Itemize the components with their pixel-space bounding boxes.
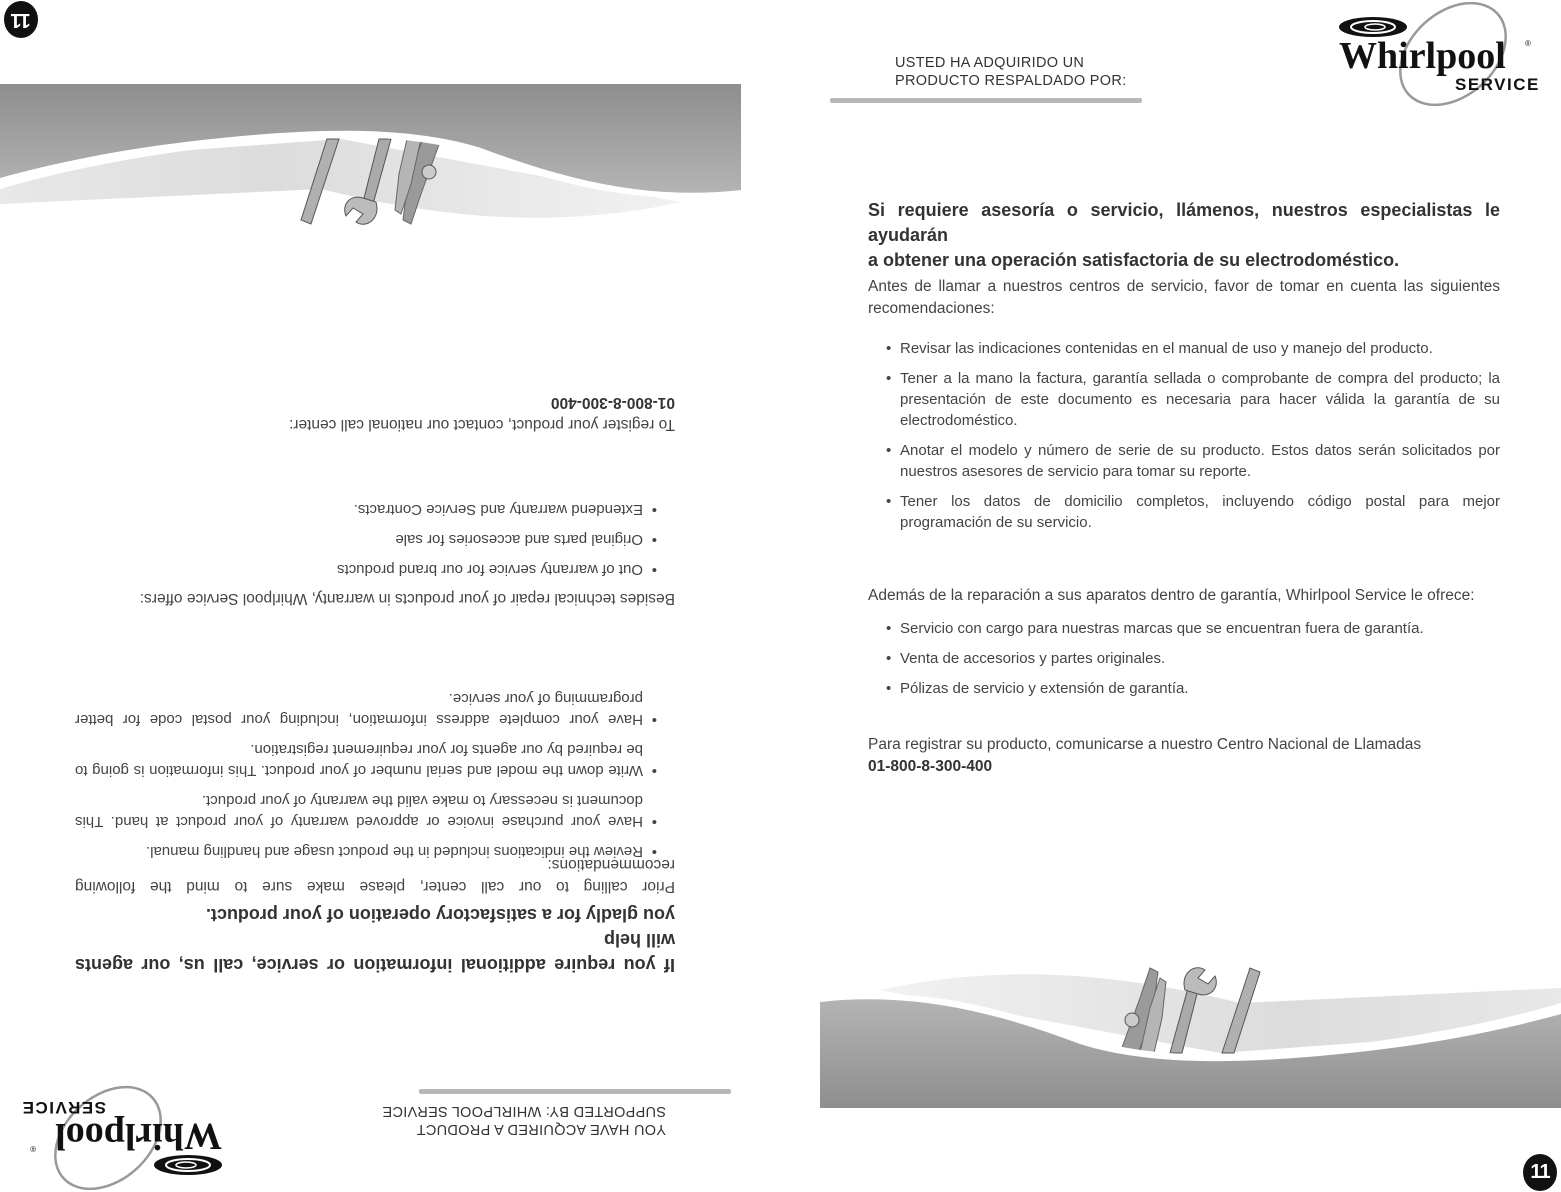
main-heading bbox=[75, 902, 675, 977]
intro-paragraph: Prior calling to our call center, please make sure to mind the following recommendations: bbox=[75, 856, 675, 895]
offers-list bbox=[75, 490, 675, 580]
header-line-2: PRODUCTO RESPALDADO POR: bbox=[895, 73, 1127, 89]
list-item: • Venta de accesorios y partes originales. bbox=[868, 648, 1500, 669]
phone-number: 01-800-8-300-400 bbox=[868, 758, 993, 775]
offers-list bbox=[868, 618, 1500, 708]
list-item: • Original parts and accesories for sale bbox=[75, 529, 675, 550]
svg-text:SERVICE: SERVICE bbox=[21, 1098, 106, 1117]
tools-banner-image bbox=[0, 84, 741, 234]
page-number-badge: 11 bbox=[4, 1, 38, 38]
svg-text:Whirlpool: Whirlpool bbox=[55, 1115, 222, 1157]
intro-paragraph: Antes de llamar a nuestros centros de servicio, favor de tomar en cuenta las siguientes recomendaciones: bbox=[868, 278, 1500, 317]
list-item: • Have your complete address information, including your postal code for better programming of your service. bbox=[75, 688, 675, 730]
list-item: • Review the indications included in the product usage and handling manual. bbox=[75, 841, 675, 862]
register-text: To register your product, contact our national call center: bbox=[289, 416, 675, 433]
swirl-icon bbox=[154, 1155, 222, 1175]
phone-number: 01-800-8-300-400 bbox=[550, 394, 675, 411]
list-item: • Pólizas de servicio y extensión de garantía. bbox=[868, 678, 1500, 699]
list-item: • Extendend warranty and Service Contracts. bbox=[75, 499, 675, 520]
list-item: • Tener los datos de domicilio completos, incluyendo código postal para mejor programación de su servicio. bbox=[868, 491, 1500, 533]
tools-banner-image bbox=[820, 958, 1561, 1108]
list-item: • Tener a la mano la factura, garantía sellada o comprobante de compra del producto; la presentación de este documento es necesaria para hacer válida la garantía de su electrodoméstico. bbox=[868, 368, 1500, 431]
heading-line-1: Si requiere asesoría o servicio, llámenos, nuestros especialistas le ayudarán bbox=[868, 200, 1500, 245]
register-paragraph bbox=[868, 734, 1500, 778]
spanish-page bbox=[820, 0, 1561, 1192]
offers-intro: Besides technical repair of your products in warranty, Whirlpool Service offers: bbox=[139, 590, 675, 607]
svg-text:SERVICE: SERVICE bbox=[1455, 75, 1540, 94]
list-item: • Servicio con cargo para nuestras marcas que se encuentran fuera de garantía. bbox=[868, 618, 1500, 639]
list-item: • Anotar el modelo y número de serie de su producto. Estos datos serán solicitados por nuestros asesores de servicio para tomar su reporte. bbox=[868, 440, 1500, 482]
recommendations-list bbox=[868, 338, 1500, 542]
whirlpool-service-logo bbox=[4, 1084, 236, 1190]
heading-line-1: If you require additional information or service, call us, our agents will help bbox=[75, 930, 675, 975]
main-heading bbox=[868, 198, 1500, 273]
heading-line-2: a obtener una operación satisfactoria de su electrodoméstico. bbox=[868, 250, 1400, 270]
recommendations-list bbox=[75, 679, 675, 862]
svg-text:®: ® bbox=[1525, 39, 1531, 48]
register-paragraph bbox=[75, 391, 675, 435]
header-line-1: USTED HA ADQUIRIDO UN bbox=[895, 55, 1085, 71]
english-page-upside-down bbox=[0, 0, 741, 1192]
swirl-icon bbox=[1339, 17, 1407, 37]
header-divider bbox=[419, 1089, 731, 1094]
page-number-badge: 11 bbox=[1523, 1154, 1557, 1191]
header-text bbox=[382, 1102, 666, 1138]
list-item: • Out of warranty service for our brand products bbox=[75, 559, 675, 580]
svg-text:Whirlpool: Whirlpool bbox=[1339, 35, 1506, 77]
header-text bbox=[895, 54, 1126, 90]
offers-intro: Además de la reparación a sus aparatos dentro de garantía, Whirlpool Service le ofrece: bbox=[868, 587, 1475, 604]
list-item: • Revisar las indicaciones contenidas en el manual de uso y manejo del producto. bbox=[868, 338, 1500, 359]
list-item: • Have your purchase invoice or approved warranty of your product at hand. This document is necessary to make valid the warranty of your product. bbox=[75, 790, 675, 832]
header-line-2: SUPPORTED BY: WHIRLPOOL SERVICE bbox=[382, 1103, 666, 1119]
heading-line-2: you gladly for a satisfactory operation of your product. bbox=[205, 905, 675, 925]
register-text: Para registrar su producto, comunicarse a nuestro Centro Nacional de Llamadas bbox=[868, 736, 1422, 753]
header-divider bbox=[830, 98, 1142, 103]
list-item: • Write down the model and serial number of your product. This information is going to be required by our agents for your requirement registration. bbox=[75, 739, 675, 781]
svg-text:®: ® bbox=[30, 1144, 36, 1153]
header-line-1: YOU HAVE ACQUIRED A PRODUCT bbox=[416, 1121, 666, 1137]
whirlpool-service-logo bbox=[1325, 2, 1557, 108]
